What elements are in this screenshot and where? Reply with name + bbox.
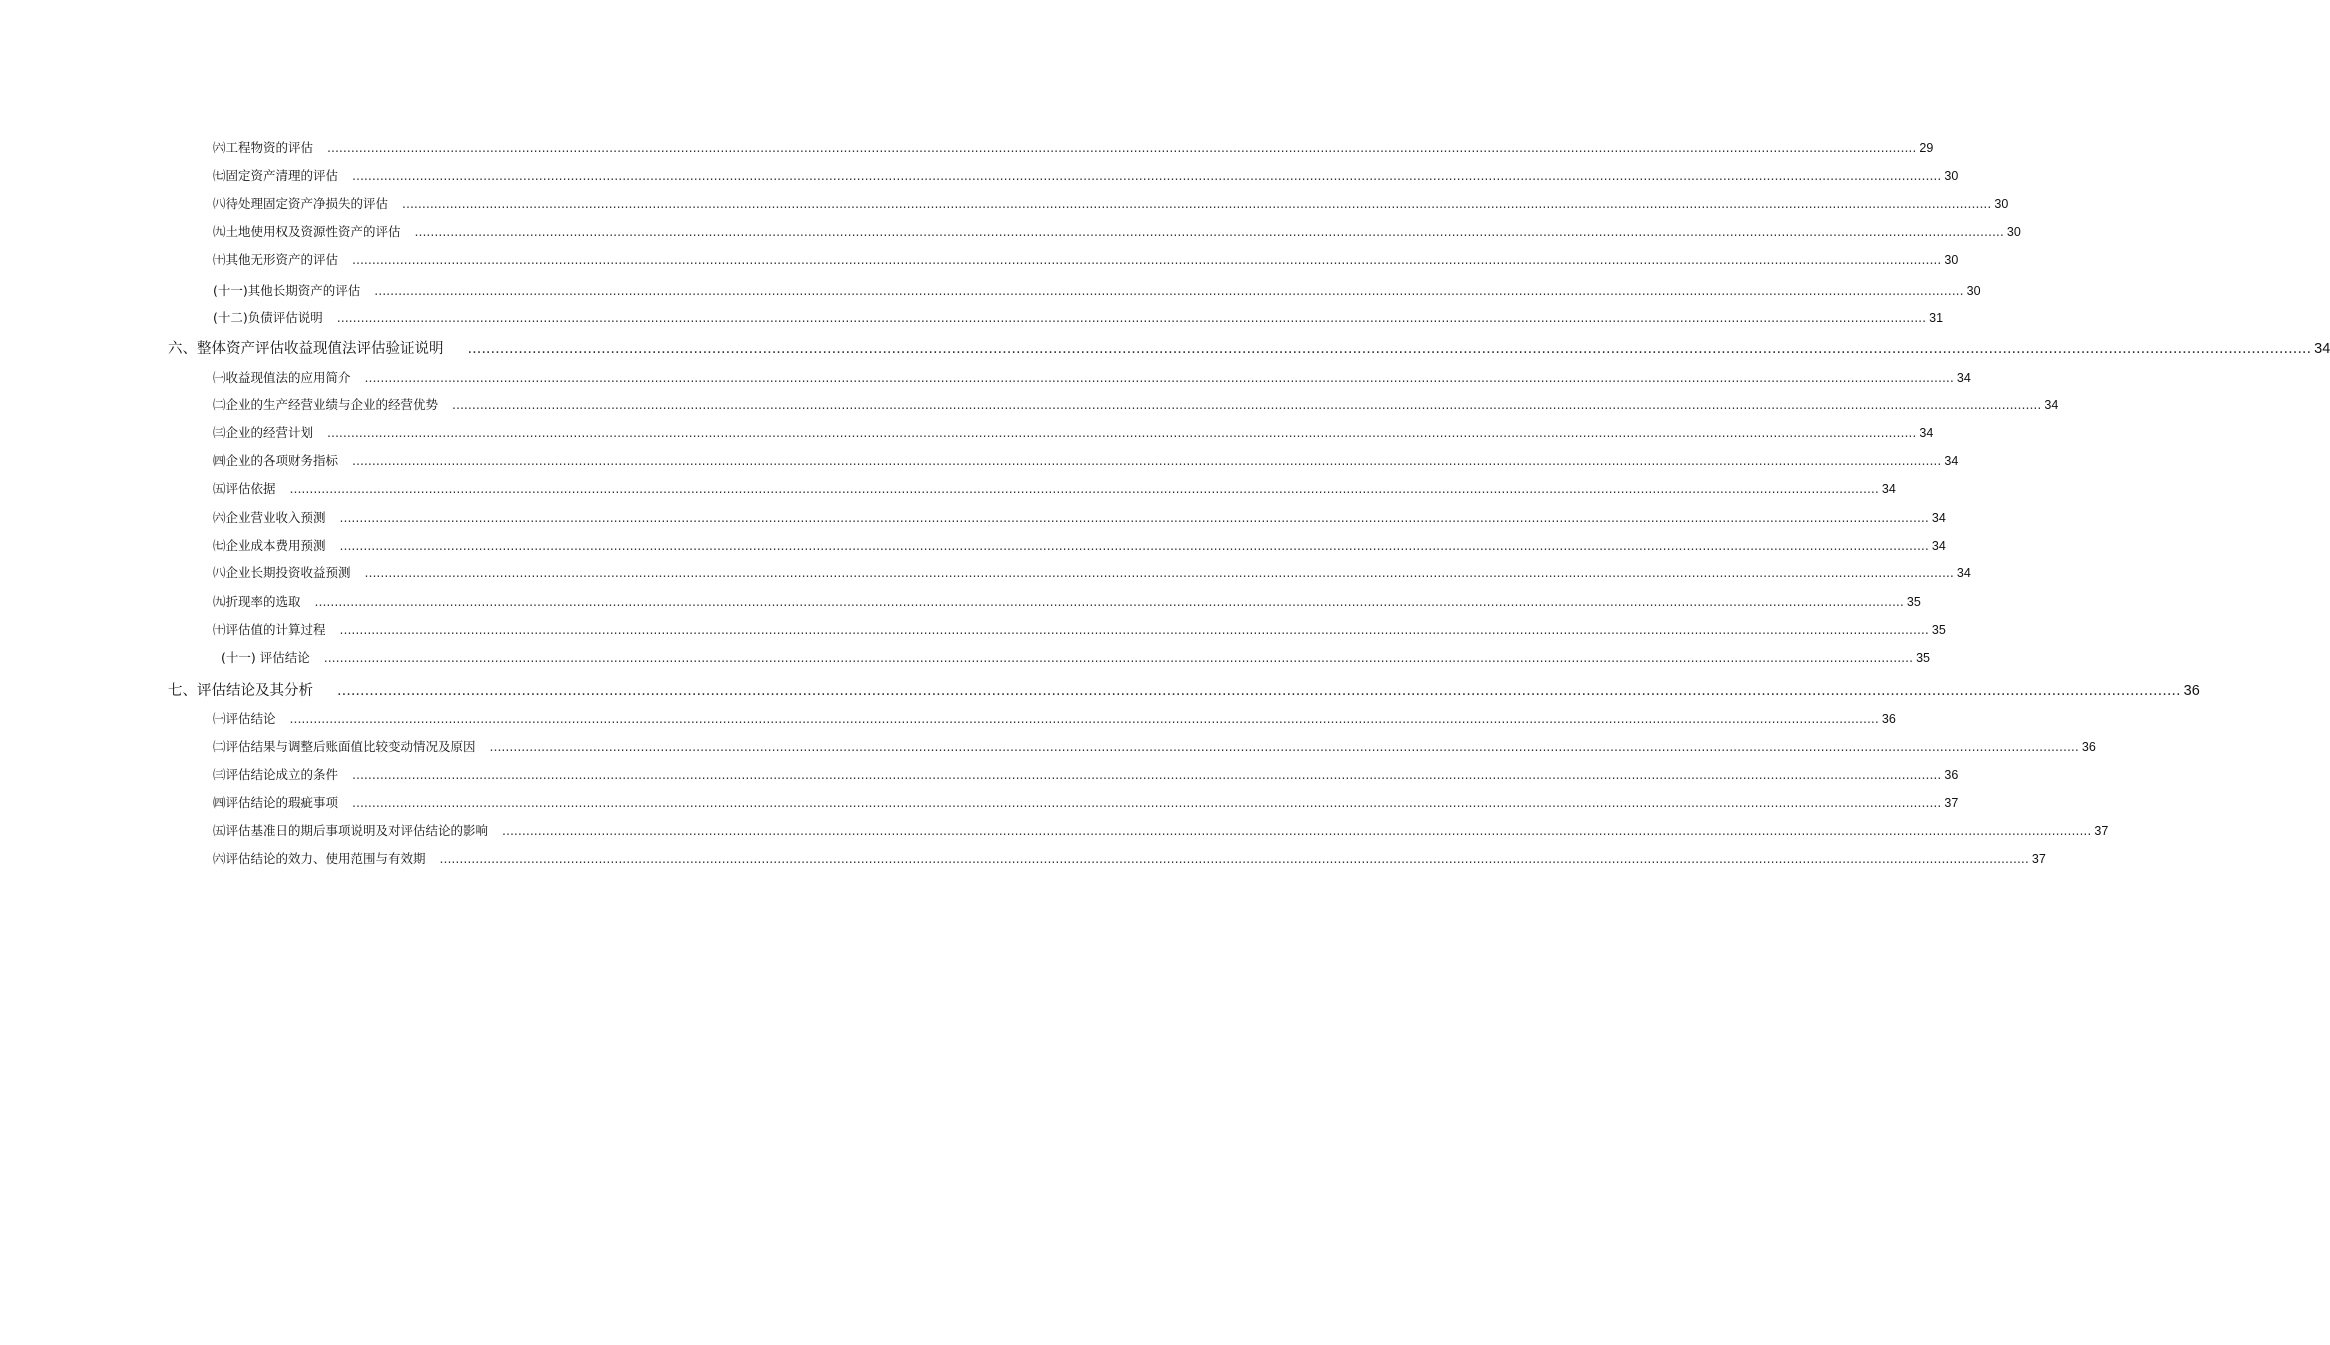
- toc-subsection-entry[interactable]: [213, 821, 2109, 839]
- toc-subsection-entry[interactable]: [213, 138, 1934, 156]
- toc-dot-leader: ................................................................................................................................................................................................................................................................................................................................................................................................................: [289, 481, 1879, 496]
- toc-subsection-entry[interactable]: [213, 709, 1896, 727]
- toc-entry-label: (十一)其他长期资产的评估: [213, 283, 361, 298]
- toc-entry-label: ㈧企业长期投资收益预测: [213, 565, 351, 580]
- toc-dot-leader: ................................................................................................................................................................................................................................................................................................................................................................................................................: [502, 823, 2092, 838]
- toc-page-number: 37: [1944, 796, 1959, 810]
- toc-page-number: 34: [1931, 511, 1946, 525]
- toc-dot-leader: ................................................................................................................................................................................................................................................................................................................................................................................................................: [352, 767, 1942, 782]
- toc-subsection-entry[interactable]: [213, 423, 1934, 441]
- toc-entry-label: ㈨土地使用权及资源性资产的评估: [213, 224, 401, 239]
- toc-page-number: 34: [2044, 398, 2059, 412]
- toc-page-number: 34: [1956, 566, 1971, 580]
- toc-subsection-entry[interactable]: [213, 737, 2096, 755]
- toc-dot-leader: ................................................................................................................................................................................................................................................................................................................................................................................................................: [289, 711, 1879, 726]
- toc-entry-label: ㈦固定资产清理的评估: [213, 168, 339, 183]
- toc-dot-leader: ................................................................................................................................................................................................................................................................................................................................................................................................................: [323, 650, 1914, 665]
- toc-page-number: 29: [1919, 141, 1934, 155]
- toc-entry-label: ㈤评估基准日的期后事项说明及对评估结论的影响: [213, 823, 489, 838]
- toc-subsection-entry[interactable]: [213, 563, 1971, 581]
- toc-subsection-entry[interactable]: [213, 849, 2046, 867]
- toc-subsection-entry[interactable]: [213, 194, 2009, 212]
- toc-dot-leader: ................................................................................................................................................................................................................................................................................................................................................................................................................: [352, 252, 1942, 267]
- toc-section-entry[interactable]: [168, 337, 2330, 358]
- toc-dot-leader: ................................................................................................................................................................................................................................................................................................................................................................................................................: [352, 795, 1942, 810]
- toc-page-number: 34: [1944, 454, 1959, 468]
- toc-dot-leader: ................................................................................................................................................................................................................................................................................................................................................................................................................: [339, 510, 1929, 525]
- toc-dot-leader: ................................................................................................................................................................................................................................................................................................................................................................................................................: [327, 140, 1917, 155]
- toc-entry-label: (十一) 评估结论: [221, 650, 310, 665]
- toc-dot-leader: ................................................................................................................................................................................................................................................................................................................................................................................................................: [467, 341, 2312, 357]
- toc-entry-label: ㈤评估依据: [213, 481, 276, 496]
- toc-page-number: 35: [1916, 651, 1930, 665]
- toc-subsection-entry[interactable]: [213, 395, 2059, 413]
- toc-page-number: 34: [1931, 539, 1946, 553]
- toc-page-number: 34: [1881, 482, 1896, 496]
- toc-dot-leader: ................................................................................................................................................................................................................................................................................................................................................................................................................: [374, 283, 1964, 298]
- toc-entry-label: ㈢评估结论成立的条件: [213, 767, 339, 782]
- toc-page-number: 37: [2094, 824, 2109, 838]
- toc-subsection-entry[interactable]: [213, 166, 1959, 184]
- toc-subsection-entry[interactable]: [213, 536, 1946, 554]
- toc-subsection-entry[interactable]: [213, 620, 1946, 638]
- toc-dot-leader: ................................................................................................................................................................................................................................................................................................................................................................................................................: [414, 224, 2004, 239]
- toc-entry-label: ㈣评估结论的瑕疵事项: [213, 795, 339, 810]
- toc-page-number: 34: [1956, 371, 1971, 385]
- toc-entry-label: ㈦企业成本费用预测: [213, 538, 326, 553]
- toc-dot-leader: ................................................................................................................................................................................................................................................................................................................................................................................................................: [489, 739, 2079, 754]
- toc-entry-label: ㈩评估值的计算过程: [213, 622, 326, 637]
- toc-dot-leader: ................................................................................................................................................................................................................................................................................................................................................................................................................: [339, 622, 1929, 637]
- toc-subsection-entry[interactable]: [221, 648, 1930, 666]
- toc-page-number: 36: [2081, 740, 2096, 754]
- toc-dot-leader: ................................................................................................................................................................................................................................................................................................................................................................................................................: [314, 594, 1904, 609]
- toc-page-number: 30: [2006, 225, 2021, 239]
- toc-entry-label: ㈥工程物资的评估: [213, 140, 314, 155]
- toc-subsection-entry[interactable]: [213, 592, 1921, 610]
- toc-entry-label: ㈣企业的各项财务指标: [213, 453, 339, 468]
- toc-entry-label: ㈩其他无形资产的评估: [213, 252, 339, 267]
- toc-entry-label: ㈨折现率的选取: [213, 594, 301, 609]
- toc-entry-label: ㈥评估结论的效力、使用范围与有效期: [213, 851, 426, 866]
- toc-subsection-entry[interactable]: [213, 250, 1959, 268]
- toc-subsection-entry[interactable]: [213, 222, 2021, 240]
- toc-page-number: 35: [1931, 623, 1946, 637]
- toc-subsection-entry[interactable]: [213, 451, 1959, 469]
- toc-entry-label: 七、评估结论及其分析: [168, 683, 313, 699]
- toc-page-number: 30: [1944, 253, 1959, 267]
- toc-entry-label: ㈡企业的生产经营业绩与企业的经营优势: [213, 397, 439, 412]
- toc-subsection-entry[interactable]: [213, 479, 1896, 497]
- toc-dot-leader: ................................................................................................................................................................................................................................................................................................................................................................................................................: [439, 851, 2029, 866]
- toc-subsection-entry[interactable]: [213, 368, 1971, 386]
- toc-entry-label: ㈧待处理固定资产净损失的评估: [213, 196, 389, 211]
- toc-page-number: 36: [2183, 683, 2200, 699]
- toc-page-number: 31: [1929, 311, 1944, 325]
- toc-subsection-entry[interactable]: [213, 308, 1944, 326]
- toc-dot-leader: ................................................................................................................................................................................................................................................................................................................................................................................................................: [364, 370, 1954, 385]
- toc-dot-leader: ................................................................................................................................................................................................................................................................................................................................................................................................................: [327, 425, 1917, 440]
- toc-page-number: 37: [2031, 852, 2046, 866]
- toc-page-number: 30: [1966, 284, 1981, 298]
- toc-dot-leader: ................................................................................................................................................................................................................................................................................................................................................................................................................: [352, 168, 1942, 183]
- toc-subsection-entry[interactable]: [213, 281, 1981, 299]
- toc-entry-label: ㈠评估结论: [213, 711, 276, 726]
- toc-dot-leader: ................................................................................................................................................................................................................................................................................................................................................................................................................: [452, 397, 2042, 412]
- toc-subsection-entry[interactable]: [213, 793, 1959, 811]
- toc-subsection-entry[interactable]: [213, 765, 1959, 783]
- toc-section-entry[interactable]: [168, 679, 2200, 700]
- toc-entry-label: 六、整体资产评估收益现值法评估验证说明: [168, 341, 444, 357]
- toc-page-number: 34: [2314, 341, 2330, 357]
- toc-page-number: 34: [1919, 426, 1934, 440]
- toc-entry-label: ㈡评估结果与调整后账面值比较变动情况及原因: [213, 739, 476, 754]
- toc-page-number: 35: [1906, 595, 1921, 609]
- toc-dot-leader: ................................................................................................................................................................................................................................................................................................................................................................................................................: [402, 196, 1992, 211]
- toc-dot-leader: ................................................................................................................................................................................................................................................................................................................................................................................................................: [339, 538, 1929, 553]
- toc-page-number: 36: [1881, 712, 1896, 726]
- toc-dot-leader: ................................................................................................................................................................................................................................................................................................................................................................................................................: [352, 453, 1942, 468]
- toc-entry-label: ㈥企业营业收入预测: [213, 510, 326, 525]
- toc-subsection-entry[interactable]: [213, 508, 1946, 526]
- toc-dot-leader: ................................................................................................................................................................................................................................................................................................................................................................................................................: [364, 565, 1954, 580]
- toc-page-number: 30: [1944, 169, 1959, 183]
- toc-entry-label: (十二)负债评估说明: [213, 310, 323, 325]
- toc-entry-label: ㈢企业的经营计划: [213, 425, 314, 440]
- toc-page-number: 36: [1944, 768, 1959, 782]
- toc-dot-leader: ................................................................................................................................................................................................................................................................................................................................................................................................................: [337, 683, 2181, 699]
- toc-entry-label: ㈠收益现值法的应用简介: [213, 370, 351, 385]
- toc-dot-leader: ................................................................................................................................................................................................................................................................................................................................................................................................................: [336, 310, 1927, 325]
- toc-page-number: 30: [1994, 197, 2009, 211]
